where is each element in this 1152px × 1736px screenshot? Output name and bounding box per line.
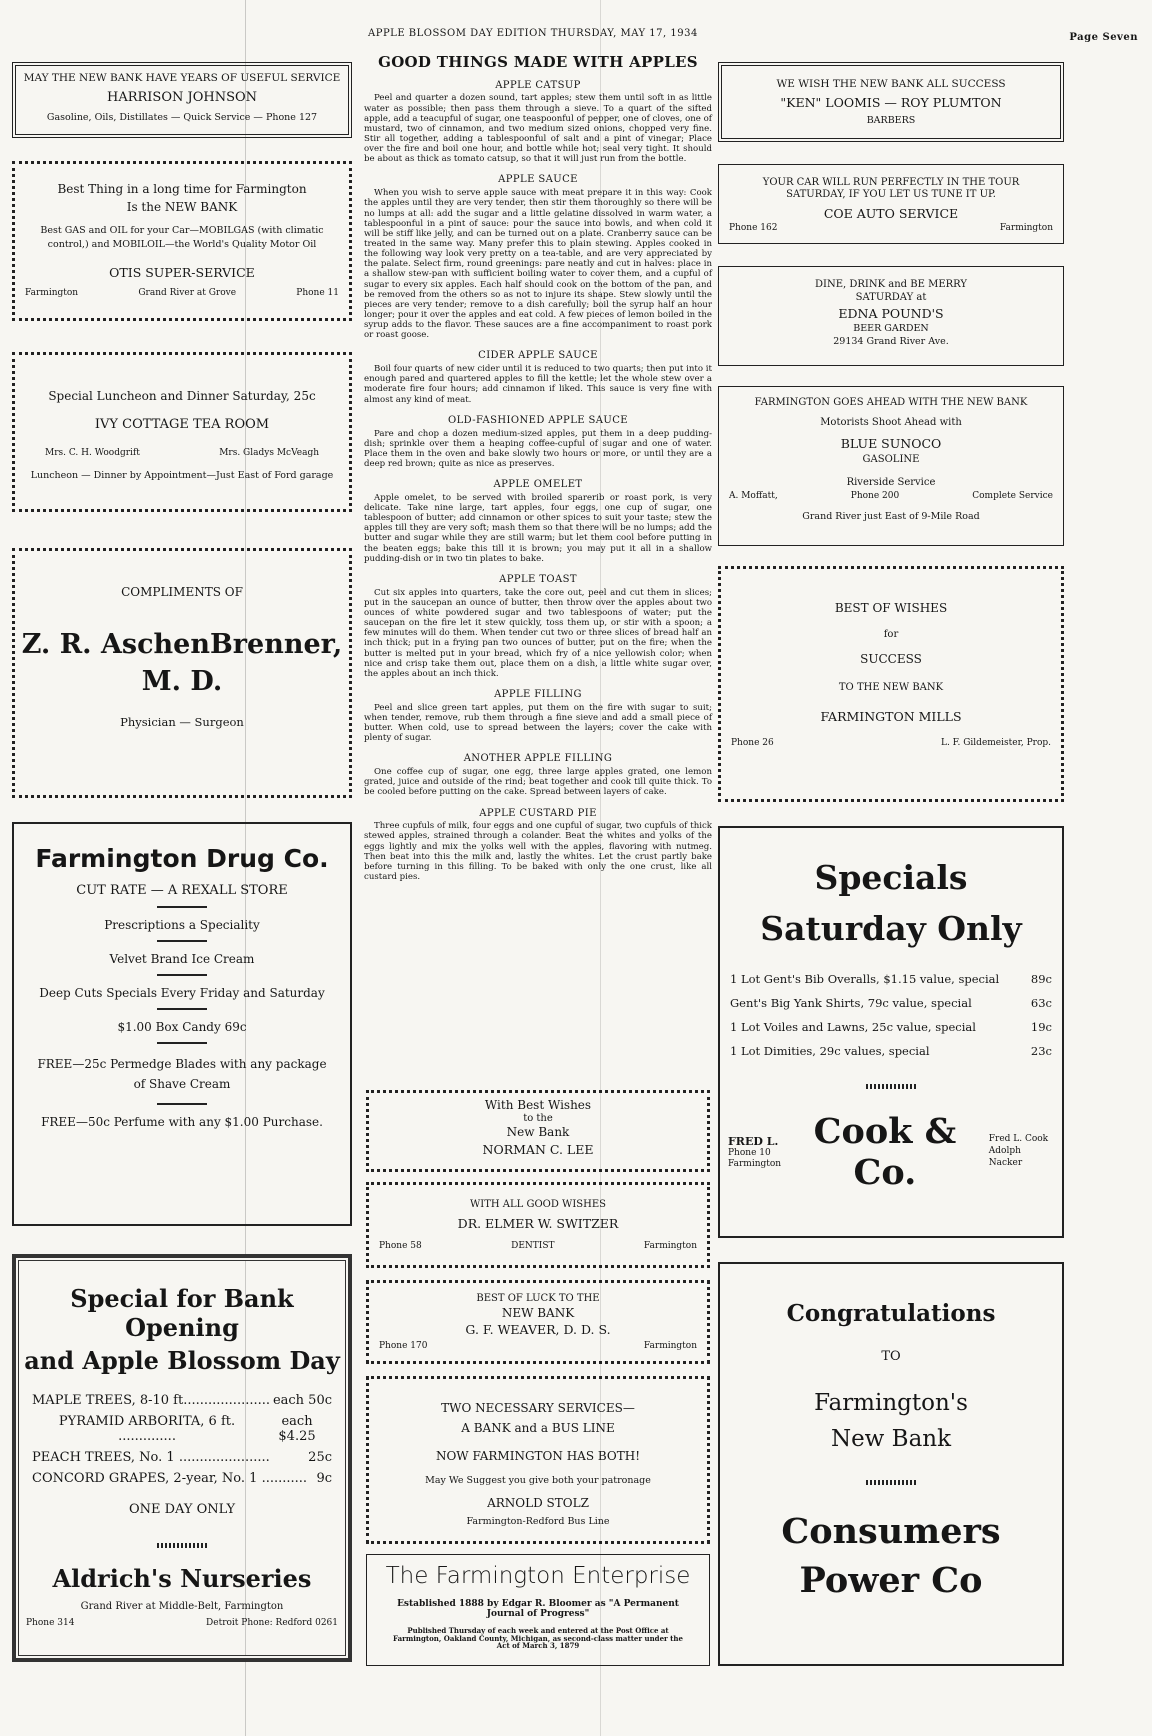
ad-signature — [720, 1111, 1062, 1193]
ad-line: BEER GARDEN — [853, 323, 929, 334]
ad-line: New Bank — [506, 1125, 570, 1139]
ad-footer — [369, 1341, 707, 1351]
ad-farmington-mills — [718, 566, 1064, 802]
price-row — [16, 1393, 348, 1408]
ad-title: and Apple Blossom Day — [24, 1346, 340, 1375]
ad-item: $1.00 Box Candy 69c — [117, 1020, 247, 1034]
ad-footer-right: Farmington — [643, 1241, 697, 1251]
ad-address: Grand River at Middle-Belt, Farmington — [80, 1601, 284, 1612]
ad-line: ONE DAY ONLY — [128, 1502, 236, 1517]
ad-coe-auto-service — [718, 164, 1064, 244]
recipe-body: When you wish to serve apple sauce with meat prepare it in this way: Cook the apples until they are very tender, then stir them thoroughly so there will be no lumps at all: add the sugar and a little gelatine dissolved in warm water, a tablespoonful in a pint of sauce: pour the sauce into bowls, and when cold it will be stiff like jelly, and can be turned out on a plate. Cranberry sauce can be treated in the same way. Many prefer this to plain stewing. Apples cooked in the following way look very pretty on a tea-table, and are very appreciated by the palate. Select firm, round greenings: pare neatly and cut in halves: place in a shallow stew-pan with sufficient boiling water to cover them, and a cupful of sugar to every six apples. Each half should cook on the bottom of the pan, and be removed from the others so as not to injure its shape. Stew slowly until the pieces are very tender; remove to a dish carefully; boil the syrup half an hour longer; pour it over the apples and eat cold. A few pieces of lemon boiled in the syrup adds to the flavor. These sauces are a fine accompaniment to roast pork or roast goose. — [364, 188, 712, 341]
recipe-body: Peel and quarter a dozen sound, tart apples; stew them until soft in as little water as possible; then pass them through a sieve. To a quart of the sifted apple, add a teacupful of sugar, one teaspoonful of pepper, one of cloves, one of mustard, two of cinnamon, and two medium sized onions, chopped very fine. Stir all together, adding a tablespoonful of salt and a pint of vinegar; Place over the fire and boil one hour, and bottle while hot; seal very tight. It should be about as thick as tomato catsup, so that it will just run from the bottle. — [364, 93, 712, 165]
ad-contact — [728, 1135, 781, 1170]
ad-arnold-stolz — [366, 1376, 710, 1544]
ad-line: BARBERS — [866, 115, 916, 126]
ad-line: Riverside Service — [846, 477, 936, 488]
divider — [866, 1084, 916, 1089]
item-name: MAPLE TREES, 8-10 ft..................... — [32, 1393, 270, 1408]
price-list — [16, 1393, 348, 1486]
recipe-body: Boil four quarts of new cider until it is reduced to two quarts; then put into it enough pared and quartered apples to fill the kettle; let the whole stew over a moderate fire four hours; add cinnamon if liked. This sauce is very fine with almost any kind of meat. — [364, 364, 712, 405]
ad-item: Velvet Brand Ice Cream — [109, 952, 255, 966]
item-name: Gent's Big Yank Shirts, 79c value, special — [730, 996, 972, 1010]
ad-line: With Best Wishes — [484, 1098, 592, 1112]
ad-farmington-drug — [12, 822, 352, 1226]
recipe-title: APPLE FILLING — [494, 688, 582, 700]
ad-name: DR. ELMER W. SWITZER — [457, 1216, 619, 1231]
ad-harrison-johnson — [12, 62, 352, 138]
ad-name: M. D. — [141, 666, 223, 697]
recipe-body: Cut six apples into quarters, take the core out, peel and cut them in slices; put in the saucepan an ounce of butter, then throw over the apples about two ounces of white powdered sugar and two tablespoons of water; put the saucepan on the fire let it stew quickly, toss them up, or stir with a spoon; a few minutes will do them. When tender cut two or three slices of bread half an inch thick; put in a frying pan two ounces of butter, put on the fire; when the butter is melted put in your bread, which fry of a nice yellowish color; when nice and crisp take them out, place them on a dish, a little white sugar over, the apples about an inch thick. — [364, 587, 712, 679]
ad-name: COE AUTO SERVICE — [823, 206, 959, 221]
recipe-title: APPLE CATSUP — [495, 79, 581, 91]
divider — [866, 1480, 916, 1485]
ad-line: Grand River just East of 9-Mile Road — [802, 511, 980, 522]
recipe — [364, 808, 712, 883]
ad-line: FARMINGTON GOES AHEAD WITH THE NEW BANK — [754, 397, 1028, 408]
ad-contact-line: FRED L. — [728, 1134, 779, 1148]
ad-line: Gasoline, Oils, Distillates — Quick Service — Phone 127 — [46, 112, 318, 123]
ad-line: Luncheon — Dinner by Appointment—Just East of Ford garage — [30, 470, 334, 481]
item-price: 9c — [316, 1471, 332, 1486]
ad-footer — [719, 223, 1063, 233]
ad-title: Special for Bank Opening — [70, 1284, 294, 1342]
ad-line: Farmington's — [814, 1390, 968, 1416]
ad-line: for — [883, 629, 899, 640]
ad-line: SATURDAY, IF YOU LET US TUNE IT UP. — [786, 189, 996, 200]
ad-footer-left: Farmington — [25, 287, 79, 298]
ad-edna-pounds — [718, 266, 1064, 366]
recipe — [364, 574, 712, 679]
masthead-line: Published Thursday of each week and entered at the Post Office at Farmington, Oakland County, Michigan, as second-class matter under the Act of March 3, 1879 — [393, 1626, 683, 1651]
ad-line: Best Thing in a long time for Farmington — [57, 182, 307, 196]
ad-aldrichs-nurseries — [12, 1254, 352, 1662]
masthead-farmington-enterprise — [366, 1554, 710, 1666]
ad-line: A BANK and a BUS LINE — [461, 1421, 615, 1435]
ad-name: Consumers — [781, 1511, 1001, 1552]
recipe-title: APPLE OMELET — [493, 479, 583, 491]
recipe-body: One coffee cup of sugar, one egg, three large apples grated, one lemon grated, juice and outside of the rind; beat together and cook till quite thick. To be cooled before putting on the cake. Spread between layers of cake. — [364, 767, 712, 798]
ad-footer-left: Phone 314 — [26, 1618, 75, 1628]
recipe — [364, 753, 712, 797]
item-price: 23c — [1030, 1044, 1052, 1058]
ad-footer-left: Phone 58 — [379, 1241, 422, 1251]
ad-line: GASOLINE — [862, 454, 920, 465]
ad-line: Congratulations — [786, 1300, 996, 1327]
recipe-body: Peel and slice green tart apples, put them on the fire with sugar to suit; when tender, remove, rub them through a fine sieve and add a small piece of butter. When cold, use to spread between the layers; cover the cake with plenty of sugar. — [364, 702, 712, 744]
recipe-title: APPLE SAUCE — [498, 174, 578, 186]
ad-aschenbrenner — [12, 548, 352, 798]
divider — [157, 1543, 207, 1548]
ad-line: NOW FARMINGTON HAS BOTH! — [435, 1449, 641, 1463]
price-row — [720, 996, 1062, 1010]
recipes-title: GOOD THINGS MADE WITH APPLES — [378, 53, 698, 71]
divider — [157, 1042, 207, 1044]
item-name: 1 Lot Voiles and Lawns, 25c value, special — [730, 1020, 976, 1034]
ad-contact-line: Phone 10 — [728, 1147, 771, 1158]
recipe-title: ANOTHER APPLE FILLING — [463, 753, 613, 765]
ad-owners — [15, 448, 349, 458]
item-name: PYRAMID ARBORITA, 6 ft. .............. — [58, 1414, 236, 1444]
ad-footer — [15, 288, 349, 298]
ad-title: Saturday Only — [760, 909, 1022, 948]
recipe — [364, 174, 712, 340]
masthead-name: The Farmington Enterprise — [385, 1563, 691, 1589]
ad-line: SATURDAY at — [855, 292, 927, 303]
edition-line: APPLE BLOSSOM DAY EDITION THURSDAY, MAY 17, 1934 — [368, 28, 698, 39]
ad-footer — [16, 1618, 348, 1628]
recipe-body: Apple omelet, to be served with broiled sparerib or roast pork, is very delicate. Take nine large, tart apples, four eggs, one cup of sugar, one tablespoon of butter; add cinnamon or other spices to suit your taste; stew the apples till they are very soft; mash them so that there will be no lumps; add the butter and sugar while they are still warm; but let them cool before putting in the beaten eggs; bake this till it is brown; you may put it all in a shallow pudding-dish or in two tin plates to bake. — [364, 492, 712, 564]
ad-name: HARRISON JOHNSON — [106, 90, 258, 105]
price-row — [16, 1414, 348, 1444]
ad-name: Cook & Co. — [813, 1111, 957, 1193]
ad-line: WITH ALL GOOD WISHES — [469, 1199, 606, 1210]
ad-owner: Mrs. C. H. Woodgrift — [45, 448, 140, 458]
item-price: each 50c — [272, 1393, 332, 1408]
ad-line: SUCCESS — [860, 652, 922, 666]
recipe — [364, 479, 712, 564]
recipe — [364, 350, 712, 404]
recipe-title: OLD-FASHIONED APPLE SAUCE — [448, 414, 628, 426]
item-price: 63c — [1030, 996, 1052, 1010]
ad-line: Is the NEW BANK — [126, 200, 238, 214]
ad-ivy-cottage — [12, 352, 352, 512]
ad-name: FARMINGTON MILLS — [820, 709, 962, 724]
ad-footer-mid: DENTIST — [511, 1241, 555, 1251]
ad-footer-right: Detroit Phone: Redford 0261 — [206, 1618, 338, 1628]
ad-line: Best GAS and OIL for your Car—MOBILGAS (with climatic control,) and MOBILOIL—the World's Quality Motor Oil — [40, 225, 324, 251]
item-name: CONCORD GRAPES, 2-year, No. 1 ........... — [32, 1471, 308, 1486]
ad-footer-right: Farmington — [643, 1341, 697, 1351]
recipe-list — [364, 80, 712, 882]
recipe-body: Three cupfuls of milk, four eggs and one cupful of sugar, two cupfuls of thick stewed apples, strained through a colander. Beat the whites and yolks of the eggs lightly and mix the yolks well with the apples, flavoring with nutmeg. Then beat into this the milk and, lastly the whites. Let the crust partly bake before turning in this filling. To be baked with only the one crust, like all custard pies. — [364, 821, 712, 883]
ad-name: EDNA POUND'S — [838, 306, 944, 321]
ad-line: Physician — Surgeon — [120, 715, 244, 729]
ad-name: NORMAN C. LEE — [482, 1142, 594, 1157]
ad-line: BEST OF LUCK TO THE — [476, 1293, 600, 1304]
ad-blue-sunoco — [718, 386, 1064, 546]
ad-line: YOUR CAR WILL RUN PERFECTLY IN THE TOUR — [762, 177, 1020, 188]
page-header — [0, 28, 1152, 44]
item-price: 25c — [308, 1450, 332, 1465]
page-number: Page Seven — [1069, 32, 1138, 43]
ad-title: Specials — [814, 858, 968, 897]
recipe — [364, 80, 712, 165]
ad-proprietor: Adolph Nacker — [988, 1146, 1023, 1168]
ad-name: OTIS SUPER-SERVICE — [109, 264, 255, 280]
ad-proprietors — [989, 1134, 1054, 1169]
price-row — [720, 1020, 1062, 1034]
ad-proprietor: Fred L. Cook — [988, 1134, 1049, 1145]
item-price: 19c — [1030, 1020, 1052, 1034]
ad-tagline: CUT RATE — A REXALL STORE — [76, 883, 288, 898]
ad-name: "KEN" LOOMIS — ROY PLUMTON — [780, 95, 1002, 110]
ad-cook-and-co — [718, 826, 1064, 1238]
ad-footer-left: Phone 26 — [731, 738, 774, 748]
ad-footer-mid: Grand River at Grove — [138, 287, 237, 298]
ad-name: BLUE SUNOCO — [840, 436, 942, 451]
ad-loomis-barbers — [718, 62, 1064, 142]
ad-line: TO — [881, 1349, 901, 1364]
divider — [157, 940, 207, 942]
ad-footer-right: L. F. Gildemeister, Prop. — [940, 738, 1051, 748]
recipe — [364, 415, 712, 469]
ad-line: Farmington-Redford Bus Line — [466, 1516, 610, 1527]
ad-switzer — [366, 1182, 710, 1268]
ad-line: MAY THE NEW BANK HAVE YEARS OF USEFUL SERVICE — [23, 72, 341, 84]
masthead-line: Established 1888 by Edgar R. Bloomer as "A Permanent Journal of Progress" — [397, 1599, 679, 1619]
divider — [157, 1008, 207, 1010]
ad-line: Special Luncheon and Dinner Saturday, 25c — [48, 389, 316, 403]
divider — [157, 906, 207, 908]
ad-line: DINE, DRINK and BE MERRY — [815, 279, 967, 290]
ad-name: G. F. WEAVER, D. D. S. — [465, 1322, 611, 1337]
ad-footer-mid: Phone 200 — [850, 491, 900, 501]
ad-footer-right: Phone 11 — [296, 287, 339, 298]
item-name: PEACH TREES, No. 1 ...................... — [32, 1450, 270, 1465]
recipe-body: Pare and chop a dozen medium-sized apples, put them in a deep pudding-dish; sprinkle over them a heaping coffee-cupful of sugar and one of water. Place them in the oven and bake slowly two hours or more, or until they are a deep red brown; quite as nice as preserves. — [364, 428, 712, 469]
divider — [157, 1103, 207, 1105]
item-price: each $4.25 — [278, 1414, 316, 1444]
ad-line: Motorists Shoot Ahead with — [820, 417, 962, 428]
item-name: 1 Lot Dimities, 29c values, special — [730, 1044, 930, 1058]
ad-footer-left: Phone 162 — [729, 223, 778, 233]
ad-line: BEST OF WISHES — [834, 601, 948, 615]
ad-line: TWO NECESSARY SERVICES— — [441, 1401, 635, 1415]
ad-footer — [721, 738, 1061, 748]
ad-name: IVY COTTAGE TEA ROOM — [94, 417, 270, 432]
recipe-title: CIDER APPLE SAUCE — [478, 350, 598, 362]
ad-owner: Mrs. Gladys McVeagh — [219, 448, 319, 458]
ad-weaver — [366, 1280, 710, 1364]
price-row — [16, 1450, 348, 1465]
price-row — [720, 972, 1062, 986]
ad-line: TO THE NEW BANK — [838, 682, 944, 693]
ad-consumers-power — [718, 1262, 1064, 1666]
ad-line: COMPLIMENTS OF — [121, 585, 243, 599]
ad-line: 29134 Grand River Ave. — [833, 336, 949, 347]
ad-line: May We Suggest you give both your patronage — [425, 1475, 651, 1486]
ad-name: Aldrich's Nurseries — [52, 1564, 312, 1593]
ad-item: FREE—25c Permedge Blades with any package of Shave Cream — [37, 1057, 327, 1092]
price-row — [16, 1471, 348, 1486]
item-price: 89c — [1030, 972, 1052, 986]
recipe-title: APPLE CUSTARD PIE — [479, 807, 597, 819]
ad-contact-line: Farmington — [728, 1158, 782, 1169]
ad-name: Farmington Drug Co. — [35, 844, 329, 873]
ad-line: WE WISH THE NEW BANK ALL SUCCESS — [776, 78, 1006, 90]
ad-item: Prescriptions a Speciality — [104, 918, 260, 932]
ad-footer-right: Complete Service — [972, 491, 1053, 501]
price-list — [720, 972, 1062, 1058]
ad-footer-left: A. Moffatt, — [729, 491, 778, 501]
divider — [157, 974, 207, 976]
ad-footer-right: Farmington — [999, 223, 1053, 233]
ad-item: Deep Cuts Specials Every Friday and Saturday — [39, 986, 325, 1000]
ad-norman-lee — [366, 1090, 710, 1172]
ad-item: FREE—50c Perfume with any $1.00 Purchase. — [41, 1114, 323, 1129]
ad-name: Power Co — [799, 1560, 983, 1601]
ad-otis-super-service — [12, 161, 352, 321]
recipe-title: APPLE TOAST — [499, 573, 577, 585]
ad-footer-left: Phone 170 — [379, 1341, 428, 1351]
ad-line: NEW BANK — [501, 1306, 575, 1320]
ad-footer — [719, 491, 1063, 501]
price-row — [720, 1044, 1062, 1058]
item-name: 1 Lot Gent's Bib Overalls, $1.15 value, special — [730, 972, 1000, 986]
ad-name: ARNOLD STOLZ — [487, 1496, 589, 1510]
recipes-column — [364, 50, 712, 892]
ad-footer — [369, 1241, 707, 1251]
ad-line: to the — [523, 1113, 553, 1124]
ad-name: Z. R. AschenBrenner, — [21, 629, 343, 660]
recipe — [364, 689, 712, 743]
ad-line: New Bank — [830, 1426, 952, 1452]
